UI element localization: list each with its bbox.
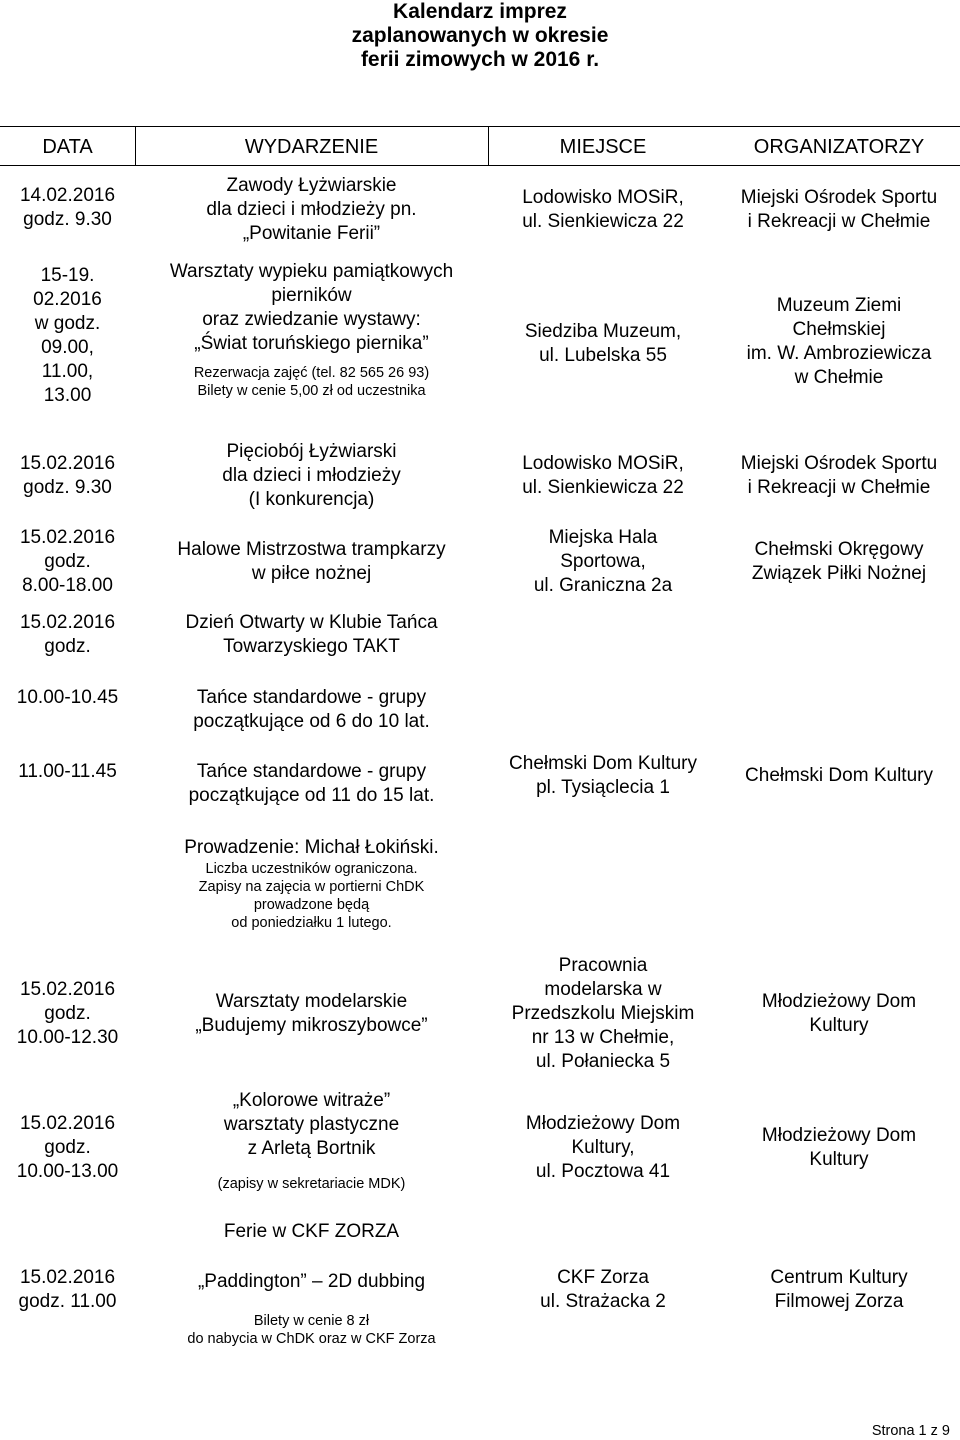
date-line: godz. — [44, 1003, 91, 1024]
organizer-cell — [718, 1266, 960, 1314]
date-cell — [0, 978, 135, 1050]
event-cell — [135, 990, 488, 1038]
organizer-line: Kultury — [809, 1149, 869, 1170]
date-line: 15.02.2016 — [19, 979, 116, 1000]
event-line: pierników — [271, 285, 352, 306]
event-line: Prowadzenie: Michał Łokiński. — [184, 837, 439, 858]
spacer — [135, 1161, 488, 1175]
event-line: „Budujemy mikroszybowce” — [195, 1015, 428, 1036]
event-note-line: do nabycia w ChDK oraz w CKF Zorza — [187, 1331, 436, 1347]
place-line: nr 13 w Chełmie, — [531, 1027, 675, 1048]
place-line: ul. Graniczna 2a — [533, 575, 673, 596]
date-line: godz. 11.00 — [18, 1291, 117, 1312]
event-line: początkujące od 11 do 15 lat. — [188, 785, 435, 806]
place-line: Młodzieżowy Dom — [525, 1113, 681, 1134]
place-line: modelarska w — [544, 979, 662, 1000]
event-line: Pięciobój Łyżwiarski — [226, 441, 397, 462]
table-top-border — [0, 126, 960, 127]
date-cell — [0, 526, 135, 598]
organizer-line: Muzeum Ziemi — [776, 295, 902, 316]
organizer-line: w Chełmie — [794, 367, 884, 388]
place-line: ul. Połaniecka 5 — [535, 1051, 671, 1072]
organizer-line: Miejski Ośrodek Sportu — [740, 187, 938, 208]
title-line-1: Kalendarz imprez — [393, 0, 567, 23]
date-line: 09.00, — [41, 337, 94, 358]
date-line: godz. — [44, 1137, 91, 1158]
event-line: Halowe Mistrzostwa trampkarzy — [177, 539, 446, 560]
organizer-cell — [718, 538, 960, 586]
date-cell — [0, 1112, 135, 1184]
organizer-cell — [718, 452, 960, 500]
place-cell — [488, 452, 718, 500]
date-line: w godz. — [34, 313, 101, 334]
event-line: Tańce standardowe - grupy — [196, 761, 427, 782]
time-line: 11.00-11.45 — [18, 761, 117, 782]
organizer-line: Kultury — [809, 1015, 869, 1036]
place-line: Miejska Hala — [548, 527, 658, 548]
event-line: z Arletą Bortnik — [247, 1138, 376, 1159]
place-cell — [488, 954, 718, 1074]
spacer — [135, 1294, 488, 1312]
event-line: Warsztaty modelarskie — [215, 991, 408, 1012]
event-note-line: Bilety w cenie 8 zł — [253, 1313, 370, 1329]
date-line: 15-19. — [40, 265, 95, 286]
date-line: 13.00 — [43, 385, 92, 406]
organizer-line: Związek Piłki Nożnej — [751, 563, 927, 584]
date-line: 02.2016 — [33, 289, 102, 310]
place-line: Siedziba Muzeum, — [524, 321, 682, 342]
date-line: 15.02.2016 — [19, 612, 116, 633]
session-time — [0, 760, 135, 784]
organizer-line: i Rekreacji w Chełmie — [747, 211, 931, 232]
session-time — [0, 686, 135, 710]
organizer-cell — [718, 1124, 960, 1172]
event-line: Dzień Otwarty w Klubie Tańca — [185, 612, 438, 633]
organizer-line: Centrum Kultury — [770, 1267, 908, 1288]
date-line: 11.00, — [41, 361, 94, 382]
event-line: (I konkurencja) — [248, 489, 375, 510]
event-cell — [135, 611, 488, 659]
organizer-cell — [718, 990, 960, 1038]
event-line: Ferie w CKF ZORZA — [223, 1221, 400, 1242]
event-line: dla dzieci i młodzieży pn. — [206, 199, 417, 220]
place-line: Kultury, — [571, 1137, 635, 1158]
title-line-2: zaplanowanych w okresie — [351, 24, 609, 47]
spacer — [135, 356, 488, 364]
date-line: godz. — [44, 551, 91, 572]
date-line: 14.02.2016 — [19, 185, 116, 206]
session-event — [135, 686, 488, 734]
organizer-line: Miejski Ośrodek Sportu — [740, 453, 938, 474]
date-line: 15.02.2016 — [19, 1113, 116, 1134]
date-line: godz. — [44, 636, 91, 657]
event-cell — [135, 538, 488, 586]
organizer-line: Filmowej Zorza — [774, 1291, 904, 1312]
organizer-cell — [718, 186, 960, 234]
event-cell — [135, 1220, 488, 1348]
event-note — [135, 836, 488, 932]
place-line: Lodowisko MOSiR, — [522, 187, 684, 208]
event-line: dla dzieci i młodzieży — [222, 465, 401, 486]
date-cell — [0, 184, 135, 232]
time-line: 10.00-10.45 — [16, 687, 119, 708]
event-cell — [135, 1089, 488, 1193]
date-cell — [0, 452, 135, 500]
place-cell — [488, 752, 718, 800]
header-place: MIEJSCE — [559, 136, 647, 158]
organizer-line: Młodzieżowy Dom — [761, 1125, 917, 1146]
table-header-row — [0, 130, 960, 164]
event-cell — [135, 440, 488, 512]
place-line: ul. Sienkiewicza 22 — [522, 477, 684, 498]
date-line: godz. 9.30 — [23, 209, 112, 230]
event-line: „Świat toruńskiego piernika” — [194, 333, 429, 354]
event-note-line: od poniedziałku 1 lutego. — [231, 915, 392, 931]
event-line: warsztaty plastyczne — [223, 1114, 400, 1135]
event-line: „Powitanie Ferii” — [242, 223, 381, 244]
date-line: 10.00-12.30 — [16, 1027, 119, 1048]
event-line: Warsztaty wypieku pamiątkowych — [169, 261, 454, 282]
organizer-line: Chełmskiej — [792, 319, 886, 340]
place-line: ul. Sienkiewicza 22 — [522, 211, 684, 232]
date-line: godz. 9.30 — [23, 477, 112, 498]
event-line: „Paddington” – 2D dubbing — [197, 1271, 426, 1292]
event-note-line: Zapisy na zajęcia w portierni ChDK — [198, 879, 425, 895]
place-cell — [488, 1112, 718, 1184]
place-line: ul. Pocztowa 41 — [535, 1161, 671, 1182]
event-note-line: Bilety w cenie 5,00 zł od uczestnika — [197, 383, 426, 399]
organizer-line: im. W. Ambroziewicza — [746, 343, 932, 364]
header-date: DATA — [42, 136, 93, 158]
event-note-line: prowadzone będą — [253, 897, 370, 913]
date-line: 15.02.2016 — [19, 527, 116, 548]
date-line: 15.02.2016 — [19, 1267, 116, 1288]
place-line: Przedszkolu Miejskim — [511, 1003, 695, 1024]
place-line: Pracownia — [558, 955, 648, 976]
organizer-line: Młodzieżowy Dom — [761, 991, 917, 1012]
event-line: „Kolorowe witraże” — [232, 1090, 391, 1111]
date-cell — [0, 1266, 135, 1314]
date-line: 8.00-18.00 — [22, 575, 113, 596]
page-number: Strona 1 z 9 — [871, 1423, 950, 1439]
place-line: pl. Tysiąclecia 1 — [536, 777, 670, 798]
place-line: Sportowa, — [560, 551, 646, 572]
organizer-line: Chełmski Dom Kultury — [745, 765, 933, 786]
place-line: CKF Zorza — [557, 1267, 649, 1288]
place-line: ul. Lubelska 55 — [539, 345, 667, 366]
place-line: ul. Strażacka 2 — [540, 1291, 666, 1312]
session-event — [135, 760, 488, 808]
event-line: oraz zwiedzanie wystawy: — [202, 309, 421, 330]
spacer — [135, 1244, 488, 1270]
place-line: Lodowisko MOSiR, — [522, 453, 684, 474]
event-note-line: Liczba uczestników ograniczona. — [205, 861, 418, 877]
event-cell — [135, 174, 488, 246]
organizer-cell — [718, 294, 960, 390]
header-organizers: ORGANIZATORZY — [753, 136, 925, 158]
event-note-line: Rezerwacja zajęć (tel. 82 565 26 93) — [193, 365, 430, 381]
event-line: w piłce nożnej — [251, 563, 372, 584]
header-event: WYDARZENIE — [244, 136, 379, 158]
place-cell — [488, 526, 718, 598]
date-line: 10.00-13.00 — [16, 1161, 119, 1182]
place-cell — [488, 320, 718, 368]
header-bottom-border — [0, 165, 960, 166]
event-line: Tańce standardowe - grupy — [196, 687, 427, 708]
place-cell — [488, 186, 718, 234]
event-line: Zawody Łyżwiarskie — [226, 175, 397, 196]
organizer-line: i Rekreacji w Chełmie — [747, 477, 931, 498]
document-title — [0, 0, 960, 72]
date-line: 15.02.2016 — [19, 453, 116, 474]
organizer-cell — [718, 764, 960, 788]
place-cell — [488, 1266, 718, 1314]
event-line: początkujące od 6 do 10 lat. — [193, 711, 430, 732]
event-line: Towarzyskiego TAKT — [223, 636, 400, 657]
date-cell — [0, 264, 135, 408]
title-line-3: ferii zimowych w 2016 r. — [360, 48, 600, 71]
event-note-line: (zapisy w sekretariacie MDK) — [217, 1176, 406, 1192]
event-cell — [135, 260, 488, 400]
organizer-line: Chełmski Okręgowy — [754, 539, 924, 560]
place-line: Chełmski Dom Kultury — [509, 753, 697, 774]
date-cell — [0, 611, 135, 659]
